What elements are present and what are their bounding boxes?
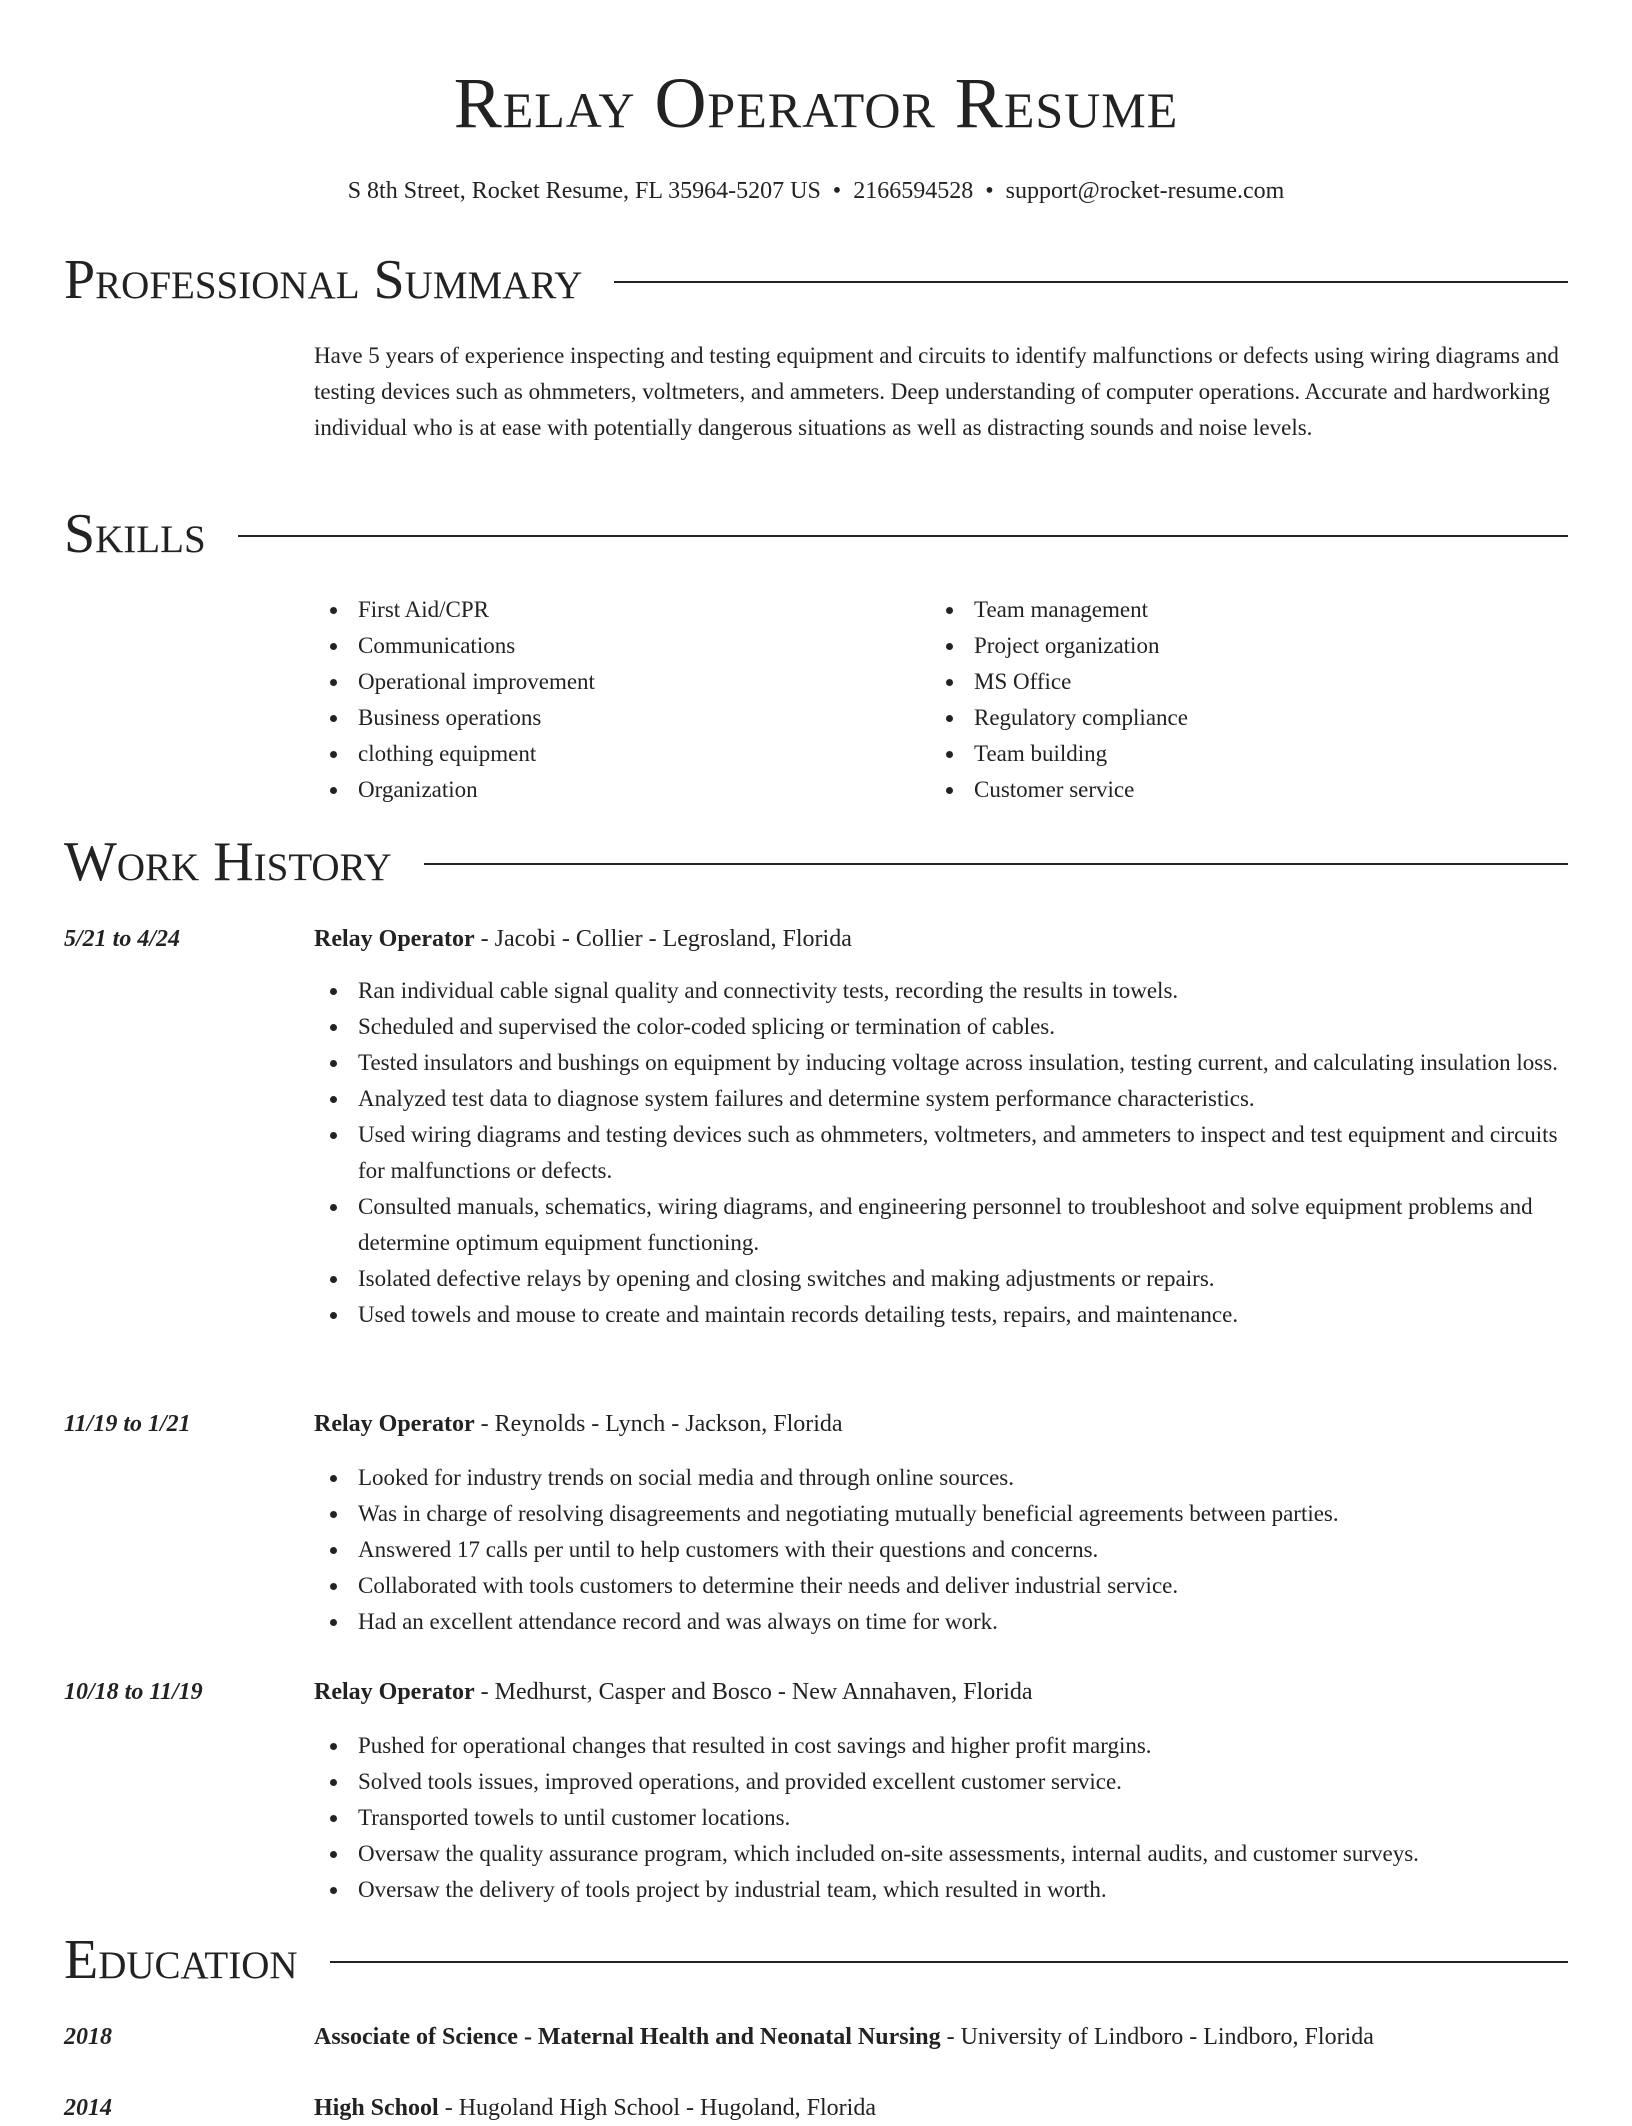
skill-item: Communications <box>314 628 874 664</box>
skill-item: MS Office <box>930 664 1490 700</box>
section-divider <box>330 1961 1568 1963</box>
job-bullet: Was in charge of resolving disagreements and negotiating mutually beneficial agreements between parties. <box>314 1496 1568 1532</box>
skill-item: clothing equipment <box>314 736 874 772</box>
education-headline <box>314 2019 1568 2055</box>
skill-item: Team management <box>930 592 1490 628</box>
education-section-header <box>64 1928 1568 1992</box>
job-title: Relay Operator <box>314 926 475 952</box>
job-bullet: Had an excellent attendance record and was always on time for work. <box>314 1604 1568 1640</box>
job-bullet: Pushed for operational changes that resulted in cost savings and higher profit margins. <box>314 1728 1568 1764</box>
section-divider <box>238 535 1568 537</box>
job-bullet: Solved tools issues, improved operations, and provided excellent customer service. <box>314 1764 1568 1800</box>
education-degree: High School <box>314 2095 439 2121</box>
job-bullet: Transported towels to until customer locations. <box>314 1800 1568 1836</box>
job-bullet: Oversaw the quality assurance program, which included on-site assessments, internal audits, and customer surveys. <box>314 1836 1568 1872</box>
education-details: - Hugoland High School - Hugoland, Florida <box>438 2095 876 2121</box>
job-title: Relay Operator <box>314 1679 475 1705</box>
job-bullets <box>314 1728 1568 1908</box>
job-bullet: Oversaw the delivery of tools project by industrial team, which resulted in worth. <box>314 1872 1568 1908</box>
work-heading: Work History <box>64 831 392 893</box>
page-title: Relay Operator Resume <box>453 63 1179 143</box>
job-bullet: Used towels and mouse to create and maintain records detailing tests, repairs, and maintenance. <box>314 1297 1568 1333</box>
job-bullet: Tested insulators and bushings on equipment by inducing voltage across insulation, testing current, and calculating insulation loss. <box>314 1045 1568 1081</box>
education-headline <box>314 2090 1568 2126</box>
skills-section-header <box>64 502 1568 566</box>
contact-phone: 2166594528 <box>853 178 974 204</box>
skill-item: Operational improvement <box>314 664 874 700</box>
skill-item: Regulatory compliance <box>930 700 1490 736</box>
contact-address: S 8th Street, Rocket Resume, FL 35964-5207 US <box>347 178 821 204</box>
contact-line <box>0 174 1632 208</box>
job-bullet: Answered 17 calls per until to help customers with their questions and concerns. <box>314 1532 1568 1568</box>
job-bullet: Used wiring diagrams and testing devices such as ohmmeters, voltmeters, and ammeters to inspect and test equipment and circuits for malfunctions or defects. <box>314 1117 1568 1189</box>
job-bullets <box>314 973 1568 1333</box>
job-details: - Medhurst, Casper and Bosco - New Annahaven, Florida <box>474 1679 1033 1705</box>
job-headline <box>314 1674 1568 1710</box>
job-dates: 10/18 to 11/19 <box>64 1679 203 1705</box>
summary-section-header <box>64 248 1568 312</box>
job-bullet: Ran individual cable signal quality and connectivity tests, recording the results in towels. <box>314 973 1568 1009</box>
section-divider <box>614 281 1568 283</box>
job-bullet: Isolated defective relays by opening and closing switches and making adjustments or repairs. <box>314 1261 1568 1297</box>
skills-list-right <box>930 592 1490 808</box>
job-bullet: Analyzed test data to diagnose system failures and determine system performance characteristics. <box>314 1081 1568 1117</box>
summary-heading: Professional Summary <box>64 249 583 311</box>
skill-item: Team building <box>930 736 1490 772</box>
education-year: 2018 <box>64 2024 112 2050</box>
education-year: 2014 <box>64 2095 112 2121</box>
contact-separator: • <box>985 178 994 204</box>
job-title: Relay Operator <box>314 1411 475 1437</box>
job-bullet: Scheduled and supervised the color-coded splicing or termination of cables. <box>314 1009 1568 1045</box>
skill-item: Customer service <box>930 772 1490 808</box>
education-degree: Associate of Science - Maternal Health and Neonatal Nursing <box>314 2024 941 2050</box>
job-headline <box>314 921 1568 957</box>
skill-item: First Aid/CPR <box>314 592 874 628</box>
skill-item: Business operations <box>314 700 874 736</box>
job-bullets <box>314 1460 1568 1640</box>
job-bullet: Looked for industry trends on social media and through online sources. <box>314 1460 1568 1496</box>
skills-heading: Skills <box>64 503 206 565</box>
contact-email: support@rocket-resume.com <box>1005 178 1285 204</box>
education-details: - University of Lindboro - Lindboro, Florida <box>940 2024 1374 2050</box>
skills-list-left <box>314 592 874 808</box>
skill-item: Project organization <box>930 628 1490 664</box>
skill-item: Organization <box>314 772 874 808</box>
job-bullet: Collaborated with tools customers to determine their needs and deliver industrial service. <box>314 1568 1568 1604</box>
job-dates: 11/19 to 1/21 <box>64 1411 191 1437</box>
job-details: - Reynolds - Lynch - Jackson, Florida <box>474 1411 843 1437</box>
job-dates: 5/21 to 4/24 <box>64 926 181 952</box>
section-divider <box>424 863 1568 865</box>
work-section-header <box>64 830 1568 894</box>
job-headline <box>314 1406 1568 1442</box>
education-heading: Education <box>64 1929 298 1991</box>
job-details: - Jacobi - Collier - Legrosland, Florida <box>474 926 852 952</box>
contact-separator: • <box>832 178 842 204</box>
summary-text: Have 5 years of experience inspecting and testing equipment and circuits to identify malfunctions or defects using wiring diagrams and testing devices such as ohmmeters, voltmeters, and ammeters. Deep understanding of computer operations. Accurate and hardworking individual who is at ease with potentially dangerous situations as well as distracting sounds and noise levels. <box>314 343 1559 440</box>
job-bullet: Consulted manuals, schematics, wiring diagrams, and engineering personnel to troubleshoot and solve equipment problems and determine optimum equipment functioning. <box>314 1189 1568 1261</box>
